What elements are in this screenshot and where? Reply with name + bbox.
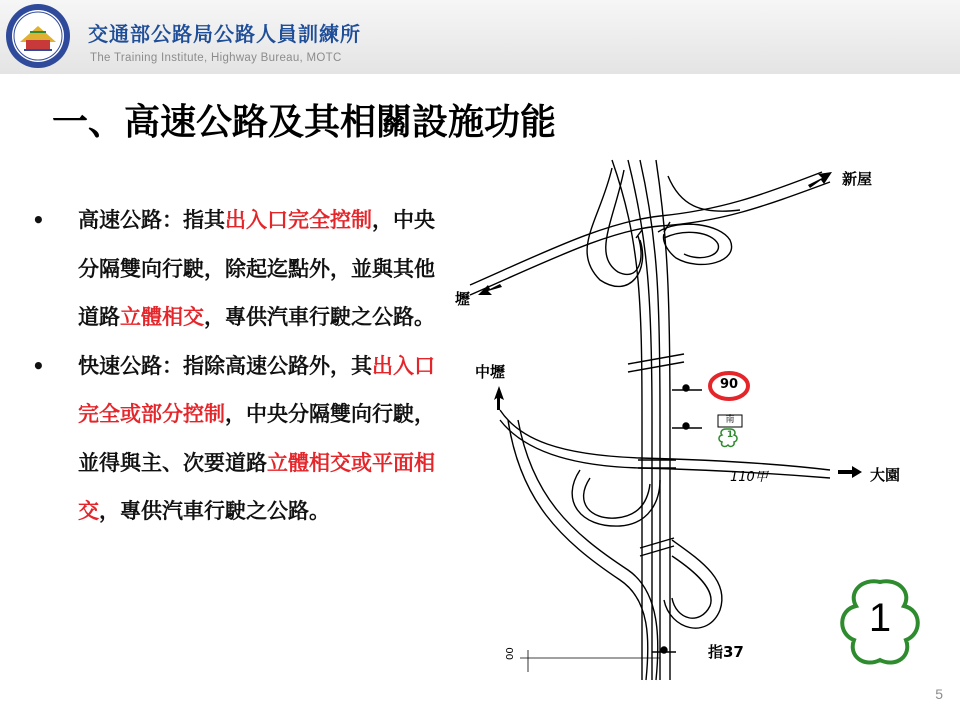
org-name-english: The Training Institute, Highway Bureau, MOTC — [90, 52, 342, 64]
label-route-110: 110甲 — [730, 470, 768, 485]
org-name-chinese: 交通部公路局公路人員訓練所 — [88, 22, 361, 46]
bullet-text: ，中央分隔雙向行駛，除起迄點外，並與其他道路 — [78, 208, 435, 329]
bullet-marker: • — [32, 353, 45, 378]
bullet-text: ，專供汽車行駛之公路。 — [99, 499, 330, 523]
label-dayuan: 大園 — [870, 466, 901, 484]
bullet-list — [32, 196, 452, 536]
slide-header — [0, 0, 960, 74]
bullet-text: ，中央分隔雙向行駛，並得與主、次要道路 — [78, 402, 435, 475]
bullet-highlight-text: 立體相交 — [120, 305, 204, 329]
route-marker-direction: 南 — [725, 415, 735, 425]
label-zhi37: 指37 — [708, 643, 744, 661]
slide-title: 一、高速公路及其相關設施功能 — [52, 102, 557, 143]
bullet-text: 快速公路：指除高速公路外，其 — [78, 353, 372, 378]
bullet-marker: • — [32, 208, 45, 232]
page-number: 5 — [935, 686, 943, 702]
label-xinwu: 新屋 — [842, 170, 873, 188]
route-marker-number: 1 — [726, 430, 734, 440]
upper-interchange-ramps — [470, 168, 830, 295]
bullet-highlight-text: 立體相交或平面相交 — [78, 450, 435, 523]
freeway-shield-number: 1 — [868, 596, 892, 640]
bullet-highlight-text: 出入口完全控制 — [225, 208, 372, 232]
freeway-mainline — [612, 160, 670, 680]
bullet-highlight-text: 出入口完全或部分控制 — [78, 353, 435, 426]
label-zhongli: 中壢 — [475, 363, 506, 381]
bullet-text: 高速公路：指其 — [78, 208, 225, 232]
bullet-text: ，專供汽車行駛之公路。 — [204, 305, 435, 329]
bullet-item — [32, 196, 452, 342]
label-li: 壢 — [455, 290, 471, 308]
bullet-item — [32, 342, 452, 536]
institute-logo — [4, 2, 72, 70]
lower-interchange-ramps — [500, 410, 830, 680]
sign-posts — [520, 385, 702, 672]
label-side-mark: 00 — [505, 647, 516, 660]
speed-limit-value: 90 — [719, 377, 739, 392]
